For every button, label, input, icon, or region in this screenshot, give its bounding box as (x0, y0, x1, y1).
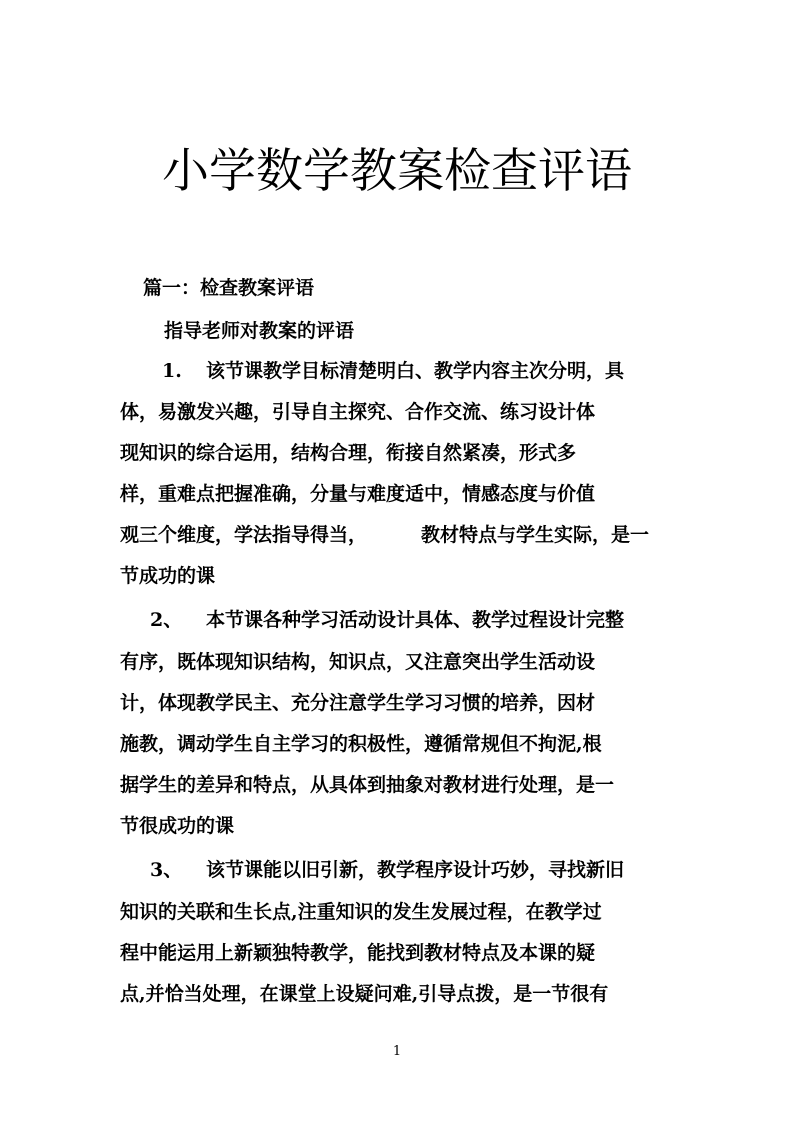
item-3-number: 3、 (150, 859, 183, 881)
item-1-line-5b: 教材特点与学生实际，是一 (421, 524, 650, 546)
document-title: 小学数学教案检查评语 (162, 144, 632, 199)
item-3-line-2: 知识的关联和生长点,注重知识的发生发展过程，在教学过 (120, 901, 602, 923)
item-2-line-4: 施教，调动学生自主学习的积极性，遵循常规但不拘泥,根 (120, 733, 602, 755)
item-1-line-2: 体，易激发兴趣，引导自主探究、合作交流、练习设计体 (120, 401, 596, 423)
item-1-number: 1. (162, 360, 182, 382)
item-1-line-5a: 观三个维度，学法指导得当， (120, 524, 368, 546)
item-2-line-1: 本节课各种学习活动设计具体、教学过程设计完整 (206, 609, 625, 631)
item-2-line-6: 节很成功的课 (120, 815, 235, 837)
item-2-line-5: 据学生的差异和特点，从具体到抽象对教材进行处理，是一 (120, 774, 615, 796)
item-1-line-1: 该节课教学目标清楚明白、教学内容主次分明，具 (206, 360, 625, 382)
item-2-line-2: 有序，既体现知识结构，知识点，又注意突出学生活动设 (120, 651, 596, 673)
item-1-line-4: 样，重难点把握准确，分量与难度适中，情感态度与价值 (120, 483, 596, 505)
item-3-line-1: 该节课能以旧引新，教学程序设计巧妙，寻找新旧 (206, 859, 625, 881)
item-2-line-3: 计，体现教学民主、充分注意学生学习习惯的培养，因材 (120, 692, 596, 714)
item-3-line-3: 程中能运用上新颖独特教学，能找到教材特点及本课的疑 (120, 942, 596, 964)
subheading: 指导老师对教案的评语 (164, 320, 355, 342)
item-2-number: 2、 (150, 609, 183, 631)
item-1-line-3: 现知识的综合运用，结构合理，衔接自然紧凑，形式多 (120, 442, 577, 464)
item-1-line-6: 节成功的课 (120, 565, 216, 587)
section-heading: 篇一：检查教案评语 (143, 277, 315, 299)
page-number: 1 (392, 1044, 402, 1059)
item-3-line-4: 点,并恰当处理，在课堂上设疑问难,引导点拨，是一节很有 (120, 983, 609, 1005)
